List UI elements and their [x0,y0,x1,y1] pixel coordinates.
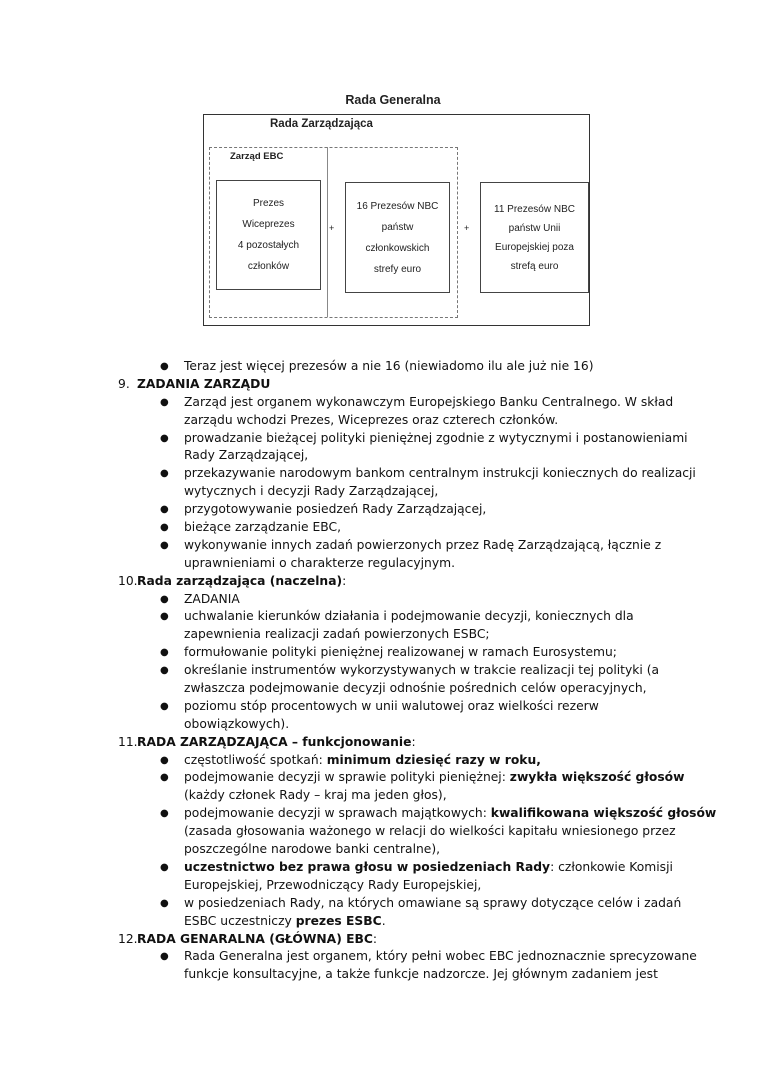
bold-text: kwalifikowana większość głosów [490,806,717,821]
bullet-icon: ● [160,951,169,963]
bullet-icon: ● [160,754,169,766]
text-run: podejmowanie decyzji w sprawach majątkowych: [184,806,491,821]
box-line: strefą euro [510,260,559,272]
list-item [0,358,760,376]
bullet-icon: ● [160,808,169,820]
bullet-icon: ● [160,772,169,784]
section-number: 10. [118,573,138,588]
text-run: uprawnieniami o charakterze regulacyjnym. [184,555,455,570]
item-text [184,358,594,376]
item-text [184,501,486,519]
box-line: 4 pozostałych [237,240,300,251]
text-run: ZADANIA [184,591,240,606]
list-item [0,805,760,823]
item-text [184,644,617,662]
item-text [184,716,289,734]
list-item [0,537,760,555]
item-text [184,823,676,841]
list-item-continuation [0,716,760,734]
item-text [184,895,681,913]
list-item [0,769,760,787]
item-text [184,412,558,430]
item-text [184,519,341,537]
bullet-icon: ● [160,897,169,909]
bullet-icon: ● [160,468,169,480]
item-text [184,805,716,823]
item-text [184,841,440,859]
section-number: 12. [118,931,138,946]
section-title [137,931,377,949]
text-run: funkcje konsultacyjne, a także funkcje nadzorcze. Jej głównym zadaniem jest [184,967,658,982]
section-number: 9. [118,376,130,391]
bullet-icon: ● [160,665,169,677]
text-run: Europejskiej, Przewodniczący Rady Europejskiej, [184,877,482,892]
item-text [184,430,688,448]
box-line: państw Unii [508,222,561,234]
list-item [0,591,760,609]
text-run: zwłaszcza podejmowanie decyzji odnośnie pośrednich celów operacyjnych, [184,681,647,696]
item-text [184,877,481,895]
text-run: poszczególne narodowe banki centralne), [184,842,441,857]
list-item-continuation [0,877,760,895]
section-heading [0,573,760,591]
text-run: : [372,931,378,946]
item-text [184,537,661,555]
bullet-icon: ● [160,611,169,623]
text-run: zapewnienia realizacji zadań powierzonych ESBC; [184,627,490,642]
text-run: prowadzanie bieżącej polityki pieniężnej zgodnie z wytycznymi i postanowieniami [184,430,688,445]
list-item-continuation [0,913,760,931]
item-text [184,608,634,626]
list-item-continuation [0,555,760,573]
item-text [184,948,697,966]
list-item [0,859,760,877]
section-title [137,376,270,394]
text-run: ESBC uczestniczy [184,913,296,928]
text-run: uchwalanie kierunków działania i podejmowanie decyzji, koniecznych dla [184,609,634,624]
bullet-icon: ● [160,861,169,873]
item-text [184,447,308,465]
text-run: wytycznych i decyzji Rady Zarządzającej, [184,484,439,499]
list-item [0,644,760,662]
bold-text: RADA ZARZĄDZAJĄCA – funkcjonowanie [137,734,412,749]
list-item [0,608,760,626]
eurozone-governors-box [345,182,450,293]
list-item [0,430,760,448]
text-run: określanie instrumentów wykorzystywanych w trakcie realizacji tej polityki (a [184,663,660,678]
list-item-continuation [0,412,760,430]
list-item-continuation [0,823,760,841]
text-run: Rada Generalna jest organem, który pełni wobec EBC jednoznacznie sprecyzowane [184,949,697,964]
section-number: 11. [118,734,138,749]
box-line: Europejskiej poza [495,241,574,253]
item-text [184,662,659,680]
item-text [184,752,541,770]
text-run: bieżące zarządzanie EBC, [184,520,342,535]
box-line: 11 Prezesów NBC [494,203,575,215]
item-text [184,787,447,805]
bullet-icon: ● [160,647,169,659]
list-item-continuation [0,626,760,644]
list-item-continuation [0,680,760,698]
box-line: Prezes [252,198,285,209]
bold-text: zwykła większość głosów [509,770,685,785]
bold-text: minimum dziesięć razy w roku, [326,752,541,767]
plus-sign: + [464,223,470,233]
document-body [0,358,760,984]
section-title [137,734,416,752]
list-item-continuation [0,841,760,859]
diagram-board-title: Zarząd EBC [230,151,284,162]
section-title [137,573,346,591]
bold-text: uczestnictwo bez prawa głosu w posiedzeniach Rady [184,859,551,874]
bold-text: RADA GENARALNA (GŁÓWNA) EBC [137,931,373,946]
list-item [0,752,760,770]
bullet-icon: ● [160,522,169,534]
text-run: (zasada głosowania ważonego w relacji do wielkości kapitału wniesionego przez [184,824,676,839]
text-run: wykonywanie innych zadań powierzonych przez Radę Zarządzającą, łącznie z [184,537,662,552]
list-item [0,394,760,412]
plus-sign: + [329,223,335,233]
bold-text: ZADANIA ZARZĄDU [137,376,271,391]
item-text [184,465,696,483]
diagram-inner-title: Rada Zarządzająca [270,118,373,130]
bold-text: Rada zarządzająca (naczelna) [137,573,343,588]
box-line: członków [247,261,290,272]
list-item [0,465,760,483]
list-item [0,519,760,537]
text-run: podejmowanie decyzji w sprawie polityki pieniężnej: [184,770,510,785]
item-text [184,591,240,609]
list-item [0,895,760,913]
text-run: . [381,913,386,928]
item-text [184,913,386,931]
text-run: częstotliwość spotkań: [184,752,327,767]
section-heading [0,376,760,394]
box-line: strefy euro [373,263,422,275]
text-run: Teraz jest więcej prezesów a nie 16 (niewiadomo ilu ale już nie 16) [184,359,594,373]
board-members-box [216,180,321,290]
bullet-icon: ● [160,504,169,516]
list-item [0,662,760,680]
item-text [184,394,673,412]
list-item [0,501,760,519]
bullet-icon: ● [160,539,169,551]
bullet-icon: ● [160,361,169,372]
section-heading [0,931,760,949]
list-item [0,948,760,966]
box-line: państw [381,221,414,233]
item-text [184,966,658,984]
box-line: 16 Prezesów NBC [356,200,439,212]
item-text [184,680,647,698]
list-item-continuation [0,966,760,984]
list-item-continuation [0,787,760,805]
text-run: Rady Zarządzającej, [184,448,309,463]
box-line: członkowskich [365,242,430,254]
section-heading [0,734,760,752]
text-run: Zarząd jest organem wykonawczym Europejskiego Banku Centralnego. W skład [184,394,674,409]
bullet-icon: ● [160,593,169,605]
bullet-icon: ● [160,700,169,712]
item-text [184,698,599,716]
text-run: : [342,573,347,588]
text-run: obowiązkowych). [184,716,290,731]
diagram-outer-title: Rada Generalna [345,93,441,107]
text-run: poziomu stóp procentowych w unii walutowej oraz wielkości rezerw [184,698,599,713]
text-run: zarządu wchodzi Prezes, Wiceprezes oraz czterech członków. [184,412,559,427]
list-item [0,698,760,716]
list-item-continuation [0,447,760,465]
non-eurozone-governors-box [480,182,589,293]
bold-text: prezes ESBC [295,913,382,928]
list-item-continuation [0,483,760,501]
text-run: przekazywanie narodowym bankom centralnym instrukcji koniecznych do realizacji [184,466,696,481]
item-text [184,555,455,573]
item-text [184,859,673,877]
item-text [184,626,490,644]
text-run: w posiedzeniach Rady, na których omawiane są sprawy dotyczące celów i zadań [184,895,682,910]
item-text [184,769,684,787]
text-run: (każdy członek Rady – kraj ma jeden głos), [184,788,447,803]
text-run: formułowanie polityki pieniężnej realizowanej w ramach Eurosystemu; [184,645,617,660]
text-run: : [411,734,416,749]
box-line: Wiceprezes [242,219,295,230]
bullet-icon: ● [160,432,169,444]
item-text [184,483,438,501]
text-run: : członkowie Komisji [550,859,673,874]
divider-line [327,147,328,317]
bullet-icon: ● [160,396,169,408]
text-run: przygotowywanie posiedzeń Rady Zarządzającej, [184,502,487,517]
